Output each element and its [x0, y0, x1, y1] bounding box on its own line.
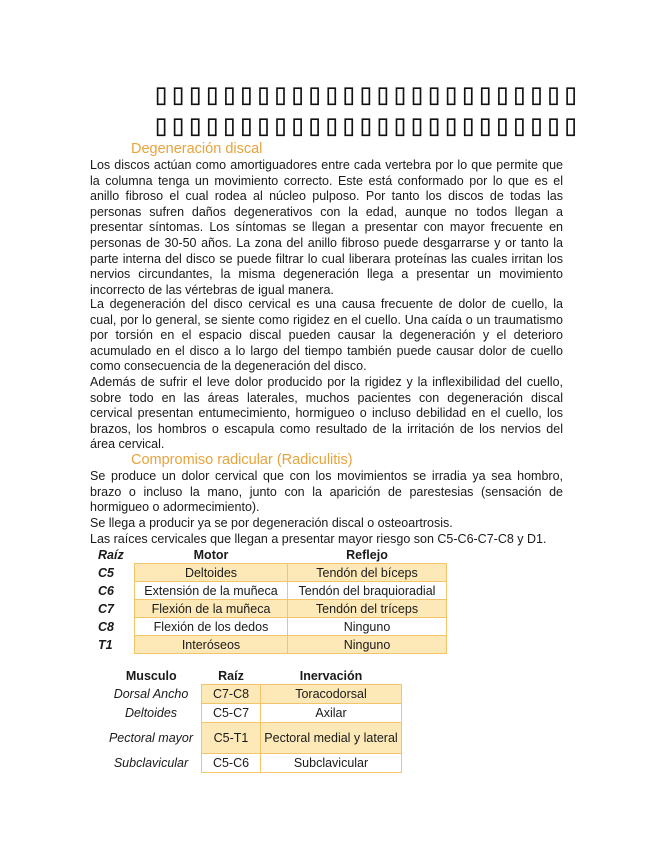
cell-motor: Flexión de los dedos	[135, 618, 288, 636]
cell-root: C6	[98, 583, 114, 598]
root-motor-reflex-table	[98, 547, 447, 654]
cell-nerve: Axilar	[261, 704, 402, 723]
cell-root: C5	[98, 565, 114, 580]
cell-muscle: Deltoides	[124, 706, 178, 720]
cell-reflex: Tendón del braquioradial	[288, 582, 447, 600]
cell-muscle: Pectoral mayor	[108, 730, 194, 745]
cell-root: C5-T1	[202, 723, 261, 754]
cell-root: C7-C8	[202, 685, 261, 704]
section-heading-radiculitis: Compromiso radicular (Radiculitis)	[131, 452, 353, 468]
cell-nerve: Pectoral medial y lateral	[261, 723, 402, 754]
paragraph: Se llega a producir ya se por degeneración discal o osteoartrosis.	[90, 516, 453, 530]
cell-muscle: Subclavicular	[113, 756, 189, 770]
cell-root: C5-C7	[202, 704, 261, 723]
table-row	[98, 564, 447, 582]
cell-muscle: Dorsal Ancho	[113, 687, 189, 701]
header-raiz: Raíz	[218, 669, 244, 683]
paragraph: Se produce un dolor cervical que con los movimientos se irradia ya sea hombro, brazo o incluso la mano, junto con la aparición de parestesias (sensación de hormigueo o adormecimiento).	[90, 469, 563, 515]
header-musculo: Musculo	[125, 669, 177, 684]
paragraph: La degeneración del disco cervical es una causa frecuente de dolor de cuello, la cual, por lo general, se siente como rigidez en el cuello. Una caída o un traumatismo por torsión en el espacio discal pueden causar la degeneración y el deterioro acumulado en el disco a lo largo del tiempo también puede causar dolor de cuello como consecuencia de la degeneración del disco.	[90, 297, 563, 374]
cell-reflex: Tendón del bíceps	[288, 564, 447, 582]
table-row	[101, 723, 402, 754]
header-raiz: Raíz	[98, 548, 124, 563]
paragraph: Los discos actúan como amortiguadores entre cada vertebra por lo que permite que la columna tenga un movimiento correcto. Este está conformado por lo que es el anillo fibroso el cual rodea al núcleo pulposo. Por tanto los discos de todas las personas sufren daños degenerativos con la edad, aunque no todos llegan a presentar síntomas. Los síntomas se llegan a presentar con mayor frecuente en personas de 30-50 años. La zona del anillo fibroso puede desgarrarse y or tanto la parte interna del disco se puede filtrar lo cual liberara proteínas las cuales irritan los nervios circundantes, la misma degeneración llega a presentar un movimiento incorrecto de las vértebras de igual manera.	[90, 158, 563, 297]
paragraph: Las raíces cervicales que llegan a presentar mayor riesgo son C5-C6-C7-C8 y D1.	[90, 532, 547, 546]
table-row	[101, 704, 402, 723]
cell-motor: Flexión de la muñeca	[135, 600, 288, 618]
cell-reflex: Ninguno	[288, 636, 447, 654]
cell-reflex: Tendón del tríceps	[288, 600, 447, 618]
muscle-innervation-table	[101, 668, 402, 773]
section-heading-degeneracion: Degeneración discal	[131, 141, 263, 157]
table-row	[98, 618, 447, 636]
table-row	[98, 636, 447, 654]
cell-motor: Interóseos	[135, 636, 288, 654]
cell-root: C5-C6	[202, 754, 261, 773]
cell-nerve: Subclavicular	[261, 754, 402, 773]
cell-reflex: Ninguno	[288, 618, 447, 636]
header-reflejo: Reflejo	[346, 548, 388, 562]
cell-root: C8	[98, 619, 114, 634]
table-row	[101, 685, 402, 704]
table-header-row	[98, 547, 447, 564]
cell-motor: Extensión de la muñeca	[135, 582, 288, 600]
table-row	[101, 754, 402, 773]
cell-motor: Deltoides	[135, 564, 288, 582]
table-row	[98, 600, 447, 618]
title-line-1: ▯▯▯▯▯▯▯▯▯▯▯▯▯▯▯▯▯▯▯▯▯▯▯▯▯	[152, 77, 579, 112]
title-line-2: ▯▯▯▯▯▯▯▯▯▯▯▯▯▯▯▯▯▯▯▯▯▯▯▯▯	[152, 108, 579, 143]
table-header-row	[101, 668, 402, 685]
cell-root: C7	[98, 601, 114, 616]
cell-nerve: Toracodorsal	[261, 685, 402, 704]
header-inervacion: Inervación	[299, 669, 363, 683]
paragraph: Además de sufrir el leve dolor producido por la rigidez y la inflexibilidad del cuello, sobre todo en las áreas laterales, muchos pacientes con degeneración discal cervical presentan entumecimiento, hormigueo o incluso debilidad en el cuello, los brazos, los hombros o escapula como resultado de la irritación de los nervios del área cervical.	[90, 375, 563, 452]
table-row	[98, 582, 447, 600]
cell-root: T1	[98, 637, 113, 652]
header-motor: Motor	[193, 548, 229, 562]
